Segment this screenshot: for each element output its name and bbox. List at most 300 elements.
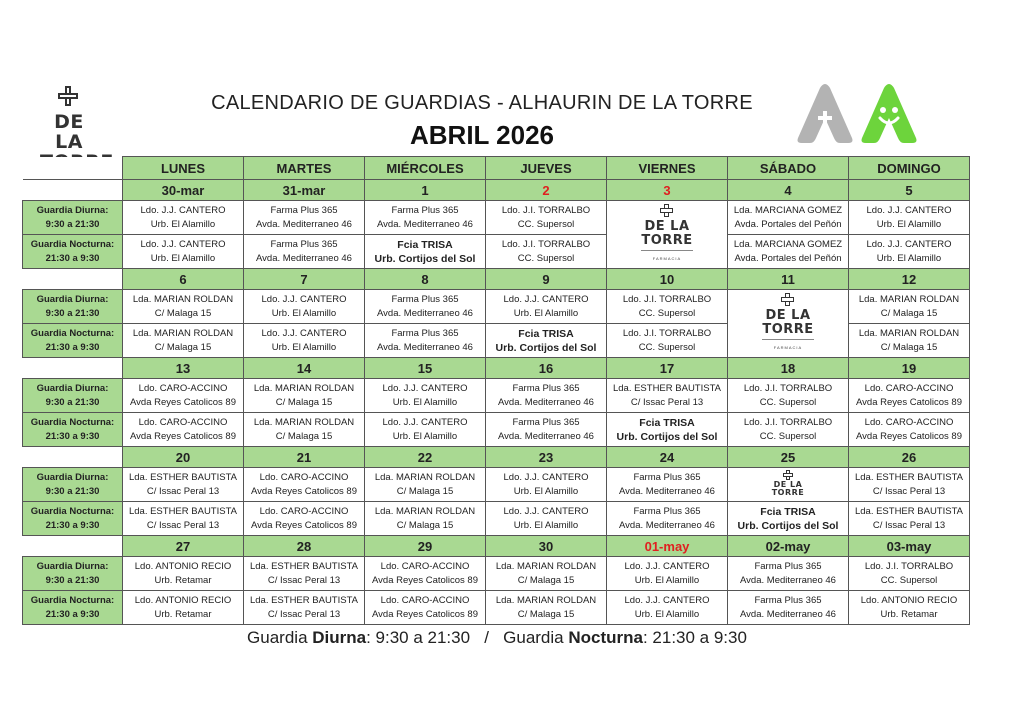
weekday-header: LUNES: [123, 157, 244, 180]
night-label-line2: 21:30 a 9:30: [45, 608, 100, 620]
pharmacy-address: CC. Supersol: [759, 396, 817, 408]
date-cell: 02-may: [728, 536, 849, 557]
pharmacy-address: C/ Malaga 15: [154, 341, 212, 353]
closed-logo-cell: [607, 201, 728, 269]
pharmacy-cell: [365, 468, 486, 502]
pharmacy-cell: [849, 201, 970, 235]
pharmacy-name: Ldo. CARO-ACCINO: [864, 416, 954, 428]
night-label-line2: 21:30 a 9:30: [45, 341, 100, 353]
day-label-line2: 9:30 a 21:30: [45, 307, 100, 319]
pharmacy-cell: [244, 235, 365, 269]
pharmacy-cell: [486, 201, 607, 235]
pharmacy-cell: [123, 468, 244, 502]
pharmacy-name: Fcia TRISA: [518, 327, 574, 340]
page-title: CALENDARIO DE GUARDIAS - ALHAURIN DE LA TORRE: [211, 92, 753, 114]
brand-a-plus-logo-icon: [790, 80, 930, 145]
pharmacy-cross-icon: [781, 293, 795, 307]
weekday-header: JUEVES: [486, 157, 607, 180]
pharmacy-address: Avda Reyes Catolicos 89: [372, 608, 478, 620]
pharmacy-address: CC. Supersol: [517, 218, 575, 230]
pharmacy-address: C/ Malaga 15: [880, 307, 938, 319]
pharmacy-cell: [607, 413, 728, 447]
pharmacy-address: Avda Reyes Catolicos 89: [251, 485, 357, 497]
pharmacy-name: Farma Plus 365: [512, 382, 580, 394]
pharmacy-cell: [123, 591, 244, 625]
footer-night-hours: : 21:30 a 9:30: [642, 628, 747, 647]
week-blank: [23, 447, 123, 468]
pharmacy-name: Fcia TRISA: [760, 505, 816, 518]
pharmacy-address: C/ Malaga 15: [275, 396, 333, 408]
pharmacy-name: Ldo. J.I. TORRALBO: [743, 382, 833, 394]
pharmacy-address: C/ Issac Peral 13: [872, 519, 946, 531]
pharmacy-cell: [607, 557, 728, 591]
date-cell: 11: [728, 269, 849, 290]
pharmacy-cell: [849, 324, 970, 358]
night-label-line1: Guardia Nocturna:: [30, 505, 115, 517]
pharmacy-cell: [365, 413, 486, 447]
pharmacy-name: Ldo. CARO-ACCINO: [138, 382, 228, 394]
pharmacy-cell: [728, 235, 849, 269]
pharmacy-cell: [849, 591, 970, 625]
pharmacy-name: Lda. MARIAN ROLDAN: [132, 327, 234, 339]
night-label-line2: 21:30 a 9:30: [45, 430, 100, 442]
logo-line1: DE LA: [54, 111, 84, 153]
night-label-line1: Guardia Nocturna:: [30, 594, 115, 606]
pharmacy-name: Farma Plus 365: [391, 293, 459, 305]
pharmacy-address: CC. Supersol: [638, 341, 696, 353]
pharmacy-address: Urb. El Alamillo: [392, 430, 458, 442]
pharmacy-cell: [607, 502, 728, 536]
guard-calendar-table: [22, 156, 970, 625]
footer-legend: [0, 628, 994, 648]
pharmacy-address: Avda. Mediterraneo 46: [619, 485, 715, 497]
mini-logo-line2: TORRE: [762, 321, 814, 337]
pharmacy-name: Ldo. J.J. CANTERO: [261, 327, 347, 339]
footer-day-hours: : 9:30 a 21:30: [366, 628, 471, 647]
date-cell: 13: [123, 358, 244, 379]
day-shift-label: [23, 468, 123, 502]
pharmacy-address: Avda. Mediterraneo 46: [377, 341, 473, 353]
pharmacy-cell: [244, 502, 365, 536]
pharmacy-cell: [123, 290, 244, 324]
pharmacy-logo-mini: [762, 293, 813, 355]
day-shift-label: [23, 290, 123, 324]
date-cell: 10: [607, 269, 728, 290]
pharmacy-address: C/ Malaga 15: [154, 307, 212, 319]
pharmacy-name: Lda. MARIAN ROLDAN: [374, 471, 476, 483]
pharmacy-name: Lda. MARIAN ROLDAN: [858, 293, 960, 305]
day-label-line2: 9:30 a 21:30: [45, 485, 100, 497]
pharmacy-cell: [365, 502, 486, 536]
pharmacy-address: Urb. El Alamillo: [513, 307, 579, 319]
pharmacy-name: Ldo. J.I. TORRALBO: [622, 293, 712, 305]
night-label-line2: 21:30 a 9:30: [45, 252, 100, 264]
weekday-header: VIERNES: [607, 157, 728, 180]
pharmacy-name: Lda. ESTHER BAUTISTA: [249, 594, 359, 606]
footer-night-prefix: Guardia: [503, 628, 569, 647]
pharmacy-address: Avda. Mediterraneo 46: [498, 430, 594, 442]
pharmacy-cell: [728, 591, 849, 625]
pharmacy-cell: [365, 324, 486, 358]
pharmacy-cell: [849, 502, 970, 536]
date-cell: 30-mar: [123, 180, 244, 201]
night-shift-label: [23, 591, 123, 625]
pharmacy-logo-mini: [641, 204, 692, 266]
pharmacy-name: Ldo. J.J. CANTERO: [382, 416, 468, 428]
pharmacy-name: Fcia TRISA: [639, 416, 695, 429]
pharmacy-address: Urb. Retamar: [154, 608, 212, 620]
pharmacy-cell: [486, 290, 607, 324]
day-label-line2: 9:30 a 21:30: [45, 396, 100, 408]
pharmacy-address: Urb. El Alamillo: [876, 252, 942, 264]
footer-day-word: Diurna: [312, 628, 367, 647]
pharmacy-cross-icon: [660, 204, 674, 218]
pharmacy-name: Ldo. CARO-ACCINO: [259, 471, 349, 483]
night-shift-label: [23, 413, 123, 447]
pharmacy-cell: [728, 379, 849, 413]
night-label-line1: Guardia Nocturna:: [30, 327, 115, 339]
pharmacy-address: C/ Issac Peral 13: [267, 574, 341, 586]
pharmacy-address: C/ Malaga 15: [396, 519, 454, 531]
pharmacy-name: Ldo. J.I. TORRALBO: [864, 560, 954, 572]
pharmacy-name: Ldo. J.J. CANTERO: [624, 560, 710, 572]
pharmacy-address: C/ Issac Peral 13: [630, 396, 704, 408]
pharmacy-name: Lda. MARIAN ROLDAN: [374, 505, 476, 517]
pharmacy-address: Urb. El Alamillo: [876, 218, 942, 230]
pharmacy-name: Lda. MARIAN ROLDAN: [495, 560, 597, 572]
pharmacy-name: Farma Plus 365: [633, 471, 701, 483]
pharmacy-address: C/ Malaga 15: [517, 608, 575, 620]
pharmacy-name: Lda. ESTHER BAUTISTA: [249, 560, 359, 572]
mini-logo-sub: FARMACIA: [762, 339, 813, 355]
pharmacy-address: Avda Reyes Catolicos 89: [130, 396, 236, 408]
pharmacy-cell: [244, 324, 365, 358]
pharmacy-cell: [607, 290, 728, 324]
day-label-line1: Guardia Diurna:: [36, 471, 109, 483]
pharmacy-address: Urb. Retamar: [880, 608, 938, 620]
pharmacy-name: Lda. ESTHER BAUTISTA: [128, 471, 238, 483]
pharmacy-logo-mini: [772, 470, 805, 497]
night-label-line1: Guardia Nocturna:: [30, 238, 115, 250]
corner-blank: [23, 157, 123, 180]
pharmacy-address: CC. Supersol: [880, 574, 938, 586]
pharmacy-cell: [486, 235, 607, 269]
week-blank: [23, 269, 123, 290]
pharmacy-address: Avda. Mediterraneo 46: [619, 519, 715, 531]
date-cell: 7: [244, 269, 365, 290]
pharmacy-address: C/ Malaga 15: [275, 430, 333, 442]
pharmacy-cell: [607, 379, 728, 413]
closed-logo-cell: [728, 468, 849, 502]
pharmacy-address: C/ Malaga 15: [880, 341, 938, 353]
pharmacy-name: Farma Plus 365: [270, 204, 338, 216]
mini-logo-line1: DE LA: [644, 218, 690, 234]
date-cell: 5: [849, 180, 970, 201]
pharmacy-cell: [728, 201, 849, 235]
date-cell: 26: [849, 447, 970, 468]
pharmacy-address: Avda. Mediterraneo 46: [740, 608, 836, 620]
day-label-line2: 9:30 a 21:30: [45, 574, 100, 586]
date-cell: 9: [486, 269, 607, 290]
pharmacy-name: Lda. MARIAN ROLDAN: [253, 382, 355, 394]
date-cell: 28: [244, 536, 365, 557]
footer-separator: /: [470, 628, 504, 647]
weekday-header: MARTES: [244, 157, 365, 180]
pharmacy-cell: [244, 201, 365, 235]
pharmacy-name: Lda. MARIAN ROLDAN: [132, 293, 234, 305]
footer-night-word: Nocturna: [568, 628, 643, 647]
week-blank: [23, 358, 123, 379]
pharmacy-cell: [365, 290, 486, 324]
pharmacy-name: Ldo. J.J. CANTERO: [261, 293, 347, 305]
night-shift-label: [23, 324, 123, 358]
pharmacy-name: Lda. ESTHER BAUTISTA: [854, 471, 964, 483]
date-cell: 21: [244, 447, 365, 468]
mini-logo-line1: DE LA: [765, 307, 811, 323]
pharmacy-name: Ldo. J.I. TORRALBO: [743, 416, 833, 428]
pharmacy-name: Lda. MARIAN ROLDAN: [253, 416, 355, 428]
pharmacy-name: Ldo. ANTONIO RECIO: [134, 594, 232, 606]
pharmacy-cell: [849, 290, 970, 324]
pharmacy-address: CC. Supersol: [759, 430, 817, 442]
pharmacy-address: Avda Reyes Catolicos 89: [251, 519, 357, 531]
pharmacy-name: Ldo. J.J. CANTERO: [382, 382, 468, 394]
pharmacy-cell: [123, 502, 244, 536]
pharmacy-address: Urb. Cortijos del Sol: [737, 519, 839, 532]
date-cell: 30: [486, 536, 607, 557]
mini-logo-sub: FARMACIA: [641, 250, 692, 266]
pharmacy-cell: [728, 413, 849, 447]
pharmacy-cell: [486, 557, 607, 591]
day-label-line2: 9:30 a 21:30: [45, 218, 100, 230]
pharmacy-address: Urb. Cortijos del Sol: [374, 252, 476, 265]
pharmacy-address: CC. Supersol: [638, 307, 696, 319]
day-label-line1: Guardia Diurna:: [36, 382, 109, 394]
pharmacy-cell: [486, 379, 607, 413]
date-cell: 15: [365, 358, 486, 379]
pharmacy-name: Ldo. J.J. CANTERO: [503, 471, 589, 483]
pharmacy-cell: [123, 324, 244, 358]
date-cell: 3: [607, 180, 728, 201]
pharmacy-cell: [244, 379, 365, 413]
pharmacy-cell: [486, 324, 607, 358]
pharmacy-address: Urb. El Alamillo: [513, 485, 579, 497]
weekday-header: DOMINGO: [849, 157, 970, 180]
pharmacy-cell: [123, 557, 244, 591]
date-cell: 4: [728, 180, 849, 201]
pharmacy-cell: [849, 468, 970, 502]
pharmacy-address: C/ Issac Peral 13: [146, 519, 220, 531]
pharmacy-name: Ldo. J.J. CANTERO: [503, 505, 589, 517]
pharmacy-cell: [244, 557, 365, 591]
pharmacy-name: Ldo. J.J. CANTERO: [140, 204, 226, 216]
pharmacy-name: Ldo. ANTONIO RECIO: [134, 560, 232, 572]
date-cell: 19: [849, 358, 970, 379]
pharmacy-cell: [486, 468, 607, 502]
pharmacy-name: Ldo. J.J. CANTERO: [866, 238, 952, 250]
date-cell: 6: [123, 269, 244, 290]
pharmacy-name: Lda. MARCIANA GOMEZ: [733, 204, 843, 216]
pharmacy-name: Ldo. J.I. TORRALBO: [501, 238, 591, 250]
pharmacy-cell: [486, 502, 607, 536]
pharmacy-cell: [849, 379, 970, 413]
month-title: ABRIL 2026: [409, 120, 555, 150]
pharmacy-address: Urb. El Alamillo: [150, 218, 216, 230]
pharmacy-cell: [365, 557, 486, 591]
pharmacy-cell: [123, 379, 244, 413]
pharmacy-address: Urb. El Alamillo: [392, 396, 458, 408]
date-cell: 8: [365, 269, 486, 290]
pharmacy-address: C/ Malaga 15: [396, 485, 454, 497]
pharmacy-name: Ldo. J.J. CANTERO: [624, 594, 710, 606]
pharmacy-address: Avda. Mediterraneo 46: [256, 218, 352, 230]
pharmacy-address: Urb. Retamar: [154, 574, 212, 586]
day-label-line1: Guardia Diurna:: [36, 204, 109, 216]
pharmacy-address: C/ Issac Peral 13: [146, 485, 220, 497]
pharmacy-cell: [849, 235, 970, 269]
pharmacy-name: Ldo. J.I. TORRALBO: [622, 327, 712, 339]
pharmacy-name: Ldo. ANTONIO RECIO: [860, 594, 958, 606]
pharmacy-address: Urb. El Alamillo: [634, 608, 700, 620]
night-shift-label: [23, 235, 123, 269]
pharmacy-cell: [123, 201, 244, 235]
pharmacy-cell: [123, 413, 244, 447]
date-cell: 1: [365, 180, 486, 201]
pharmacy-address: Avda Reyes Catolicos 89: [372, 574, 478, 586]
pharmacy-name: Lda. ESTHER BAUTISTA: [612, 382, 722, 394]
date-cell: 31-mar: [244, 180, 365, 201]
pharmacy-cell: [365, 591, 486, 625]
pharmacy-cell: [486, 413, 607, 447]
mini-logo-line2: TORRE: [771, 487, 805, 497]
pharmacy-address: Urb. El Alamillo: [150, 252, 216, 264]
date-cell: 22: [365, 447, 486, 468]
footer-day-prefix: Guardia: [247, 628, 313, 647]
pharmacy-cell: [244, 413, 365, 447]
pharmacy-name: Ldo. J.J. CANTERO: [503, 293, 589, 305]
pharmacy-cell: [123, 235, 244, 269]
weekday-header: SÁBADO: [728, 157, 849, 180]
date-cell: 29: [365, 536, 486, 557]
pharmacy-address: Avda Reyes Catolicos 89: [856, 396, 962, 408]
pharmacy-cell: [728, 557, 849, 591]
closed-logo-cell: [728, 290, 849, 358]
date-cell: 2: [486, 180, 607, 201]
pharmacy-name: Ldo. J.I. TORRALBO: [501, 204, 591, 216]
week-blank: [23, 180, 123, 201]
pharmacy-cell: [244, 468, 365, 502]
pharmacy-cell: [849, 413, 970, 447]
day-shift-label: [23, 201, 123, 235]
weekday-header: MIÉRCOLES: [365, 157, 486, 180]
pharmacy-cell: [607, 324, 728, 358]
pharmacy-name: Ldo. CARO-ACCINO: [259, 505, 349, 517]
pharmacy-address: CC. Supersol: [517, 252, 575, 264]
pharmacy-cell: [244, 591, 365, 625]
date-cell: 24: [607, 447, 728, 468]
pharmacy-name: Lda. ESTHER BAUTISTA: [128, 505, 238, 517]
date-cell: 17: [607, 358, 728, 379]
pharmacy-cell: [365, 379, 486, 413]
pharmacy-name: Ldo. CARO-ACCINO: [380, 594, 470, 606]
pharmacy-name: Farma Plus 365: [754, 594, 822, 606]
pharmacy-cell: [365, 201, 486, 235]
pharmacy-name: Fcia TRISA: [397, 238, 453, 251]
pharmacy-cell: [365, 235, 486, 269]
pharmacy-name: Ldo. CARO-ACCINO: [380, 560, 470, 572]
day-label-line1: Guardia Diurna:: [36, 293, 109, 305]
mini-logo-line2: TORRE: [641, 232, 693, 248]
pharmacy-cell: [849, 557, 970, 591]
pharmacy-address: Avda. Mediterraneo 46: [498, 396, 594, 408]
date-cell: 12: [849, 269, 970, 290]
pharmacy-address: Avda. Portales del Peñón: [734, 252, 842, 264]
pharmacy-name: Ldo. CARO-ACCINO: [138, 416, 228, 428]
pharmacy-name: Lda. MARIAN ROLDAN: [858, 327, 960, 339]
pharmacy-address: Avda. Mediterraneo 46: [740, 574, 836, 586]
pharmacy-name: Lda. MARCIANA GOMEZ: [733, 238, 843, 250]
pharmacy-cell: [486, 591, 607, 625]
pharmacy-address: C/ Issac Peral 13: [872, 485, 946, 497]
date-cell: 18: [728, 358, 849, 379]
date-cell: 20: [123, 447, 244, 468]
pharmacy-address: Avda. Portales del Peñón: [734, 218, 842, 230]
pharmacy-address: Urb. Cortijos del Sol: [616, 430, 718, 443]
week-blank: [23, 536, 123, 557]
pharmacy-name: Farma Plus 365: [754, 560, 822, 572]
pharmacy-address: Urb. El Alamillo: [634, 574, 700, 586]
night-shift-label: [23, 502, 123, 536]
pharmacy-name: Farma Plus 365: [512, 416, 580, 428]
date-cell: 23: [486, 447, 607, 468]
pharmacy-cell: [244, 290, 365, 324]
pharmacy-address: C/ Issac Peral 13: [267, 608, 341, 620]
pharmacy-cell: [607, 591, 728, 625]
pharmacy-name: Farma Plus 365: [270, 238, 338, 250]
pharmacy-address: Urb. El Alamillo: [271, 307, 337, 319]
night-label-line1: Guardia Nocturna:: [30, 416, 115, 428]
pharmacy-name: Ldo. CARO-ACCINO: [864, 382, 954, 394]
pharmacy-name: Farma Plus 365: [633, 505, 701, 517]
date-cell: 25: [728, 447, 849, 468]
pharmacy-address: Avda. Mediterraneo 46: [256, 252, 352, 264]
night-label-line2: 21:30 a 9:30: [45, 519, 100, 531]
mini-logo-line1: DE LA: [773, 479, 803, 489]
pharmacy-address: Avda Reyes Catolicos 89: [856, 430, 962, 442]
pharmacy-address: C/ Malaga 15: [517, 574, 575, 586]
pharmacy-cell: [728, 502, 849, 536]
pharmacy-address: Avda Reyes Catolicos 89: [130, 430, 236, 442]
day-label-line1: Guardia Diurna:: [36, 560, 109, 572]
pharmacy-address: Avda. Mediterraneo 46: [377, 307, 473, 319]
pharmacy-address: Urb. Cortijos del Sol: [495, 341, 597, 354]
date-cell: 14: [244, 358, 365, 379]
pharmacy-address: Avda. Mediterraneo 46: [377, 218, 473, 230]
pharmacy-name: Lda. ESTHER BAUTISTA: [854, 505, 964, 517]
pharmacy-name: Ldo. J.J. CANTERO: [866, 204, 952, 216]
pharmacy-address: Urb. El Alamillo: [271, 341, 337, 353]
pharmacy-cross-icon: [783, 470, 793, 480]
date-cell: 01-may: [607, 536, 728, 557]
pharmacy-address: Urb. El Alamillo: [513, 519, 579, 531]
pharmacy-cell: [607, 468, 728, 502]
date-cell: 27: [123, 536, 244, 557]
pharmacy-name: Farma Plus 365: [391, 327, 459, 339]
date-cell: 03-may: [849, 536, 970, 557]
pharmacy-name: Farma Plus 365: [391, 204, 459, 216]
pharmacy-name: Lda. MARIAN ROLDAN: [495, 594, 597, 606]
date-cell: 16: [486, 358, 607, 379]
